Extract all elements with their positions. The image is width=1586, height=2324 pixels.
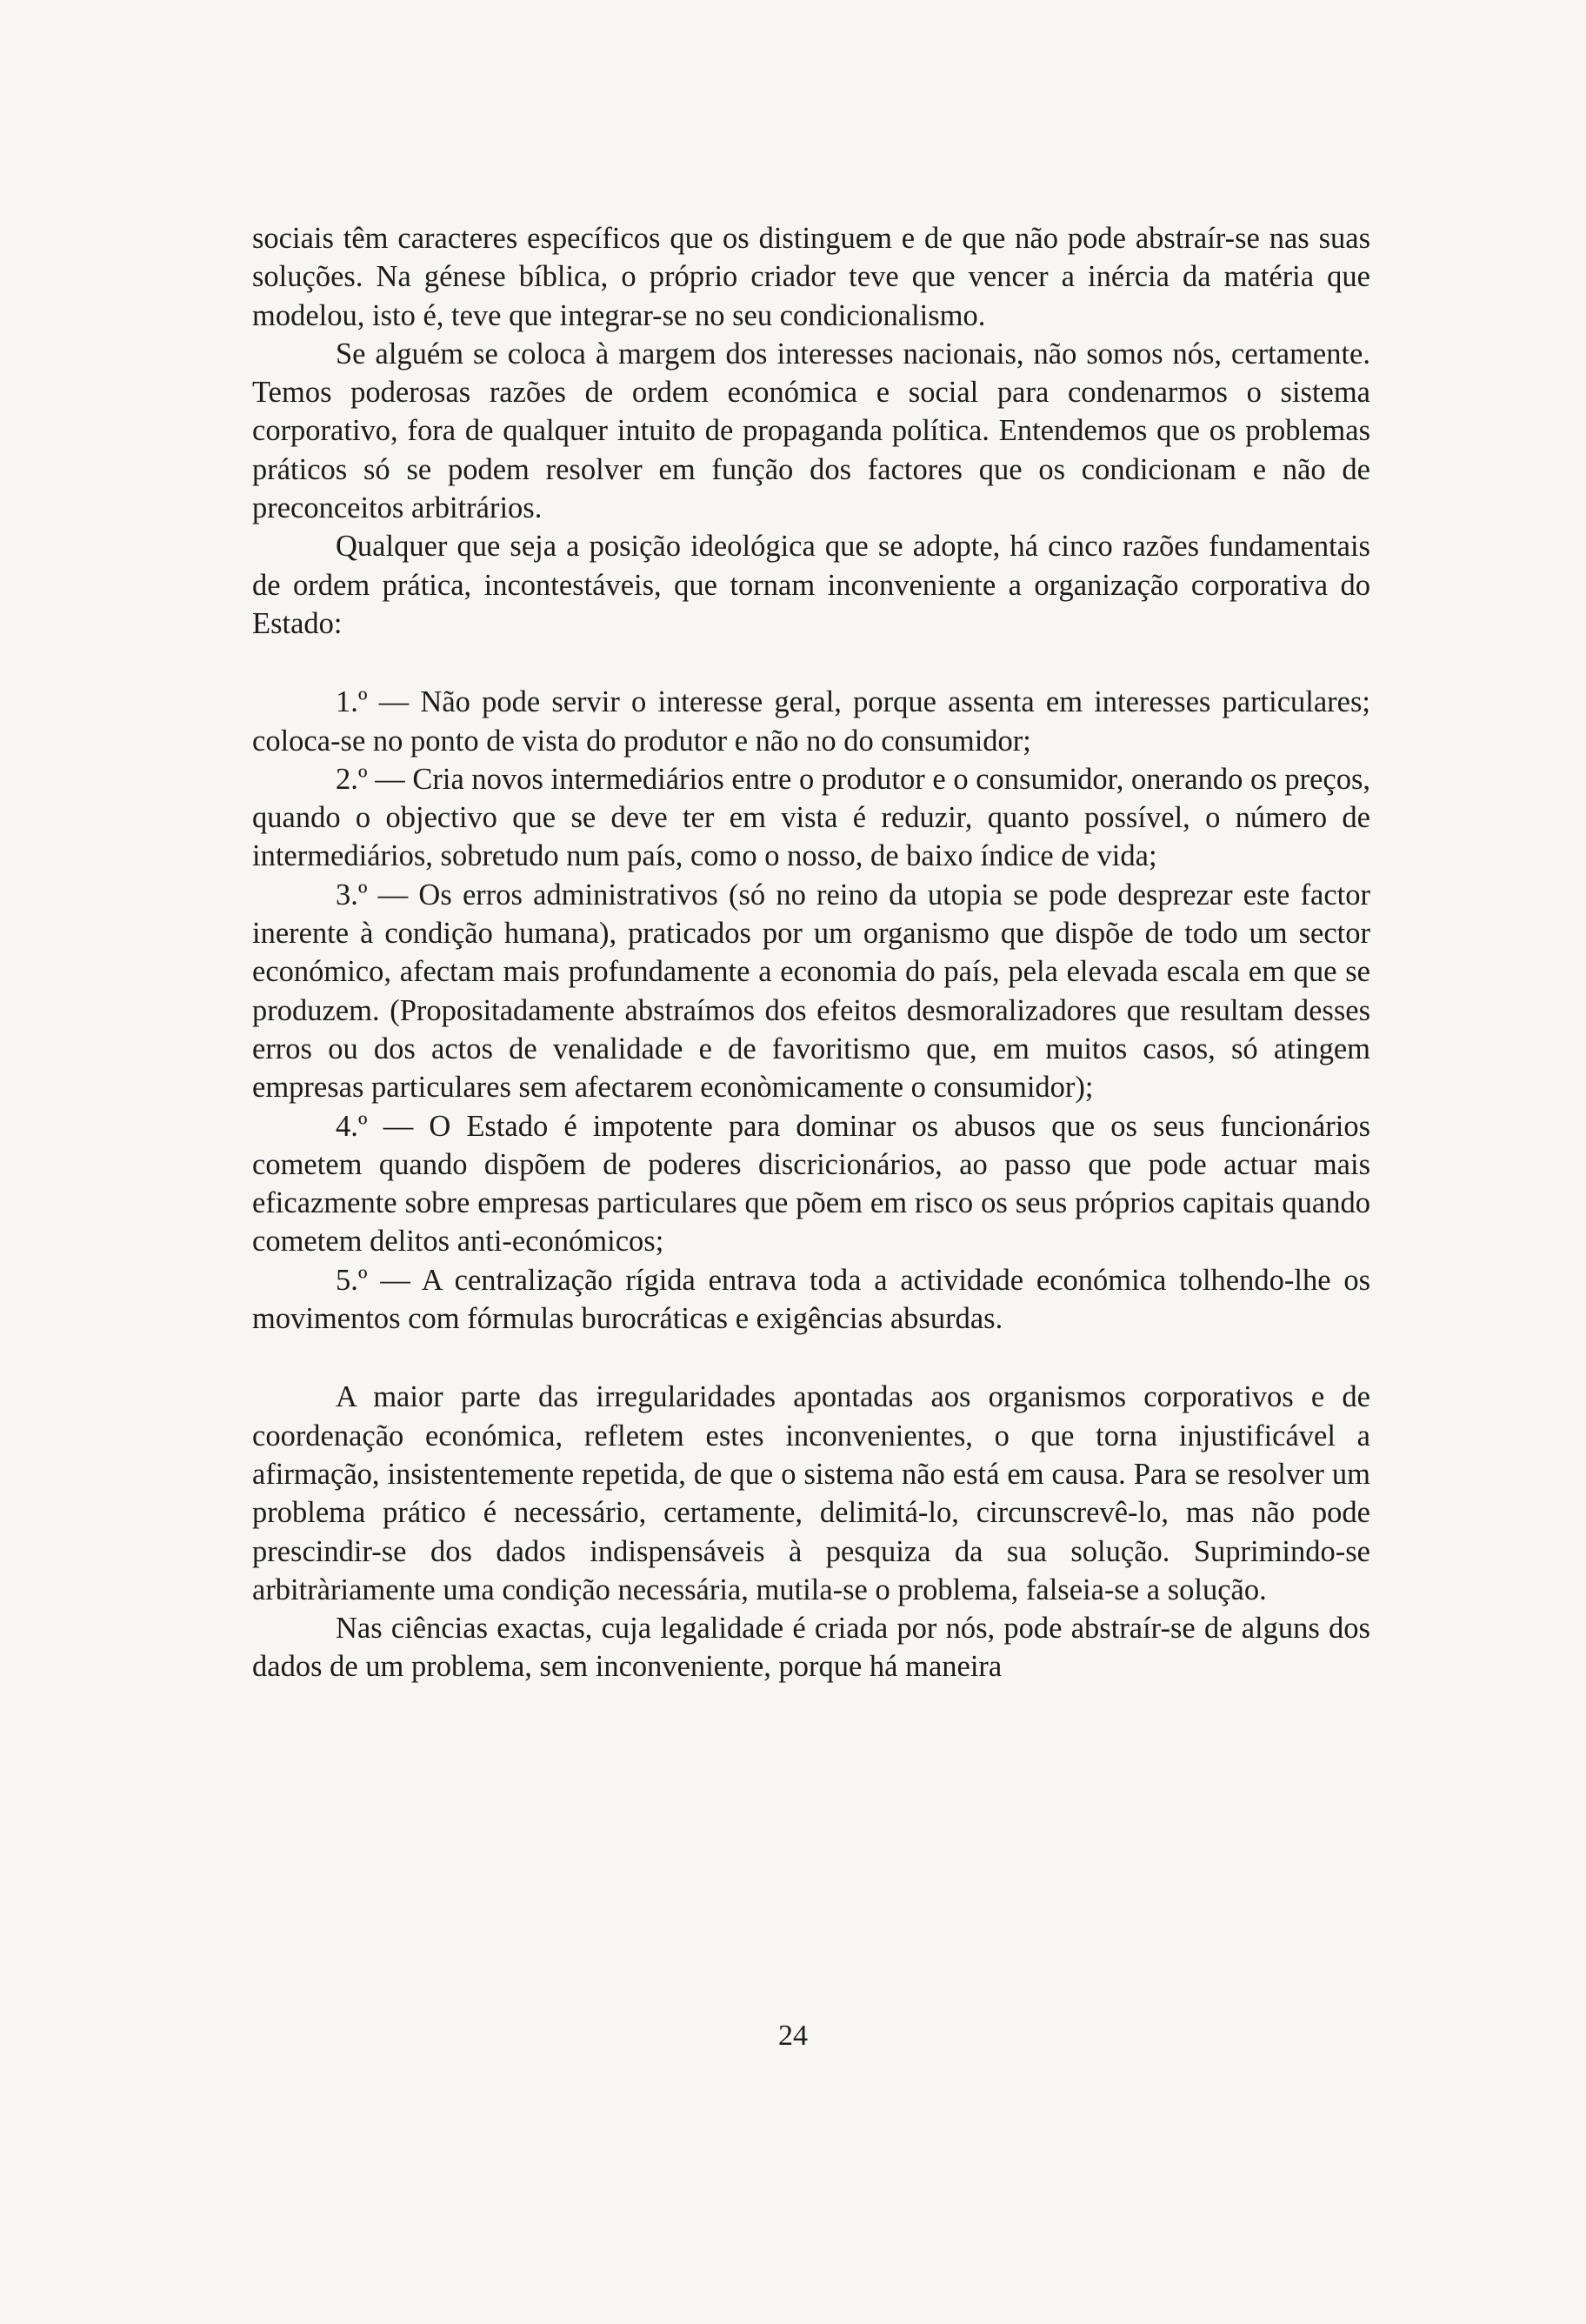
reason-number: 3.º — [336, 878, 368, 912]
closing-section — [252, 1378, 1370, 1686]
paragraph-five-reasons-intro: Qualquer que seja a posição ideológica que se adopte, há cinco razões fundamentais de ordem prática, incontestáveis, que tornam inconveniente a organização corporativa do Estado: — [252, 530, 1370, 640]
document-body — [252, 219, 1370, 1686]
reason-item-3 — [252, 876, 1370, 1107]
paragraph-national-interests: Se alguém se coloca à margem dos interesses nacionais, não somos nós, certamente. Temos poderosas razões de ordem económica e social para condenarmos o sistema corporativo, fora de qualquer intuito de propaganda política. Entendemos que os problemas práticos só se podem resolver em função dos factores que os condicionam e não de preconceitos arbitrários. — [252, 337, 1370, 525]
reason-text: — Os erros administrativos (só no reino da utopia se pode desprezar este factor inerente à condição humana), praticados por um organismo que dispõe de todo um sector económico, afectam mais profundamente a economia do país, pela elevada escala em que se produzem. (Propositadamente abstraímos dos efeitos desmoralizadores que resultam desses erros ou dos actos de venalidade e de favoritismo que, em muitos casos, só atingem empresas particulares sem afectarem econòmicamente o consumidor); — [252, 878, 1370, 1105]
paragraph-continuation: sociais têm caracteres específicos que os distinguem e de que não pode abstraír-se nas suas soluções. Na génese bíblica, o próprio criador teve que vencer a inércia da matéria que modelou, isto é, teve que integrar-se no seu condicionalismo. — [252, 222, 1370, 332]
reason-text: — A centralização rígida entrava toda a actividade económica tolhendo-lhe os movimentos com fórmulas burocráticas e exigências absurdas. — [252, 1263, 1370, 1336]
reason-text: — Cria novos intermediários entre o produtor e o consumidor, onerando os preços, quando o objectivo que se deve ter em vista é reduzir, quanto possível, o número de intermediários, sobretudo num país, como o nosso, de baixo índice de vida; — [252, 762, 1370, 873]
paragraph-irregularities: A maior parte das irregularidades apontadas aos organismos corporativos e de coordenação económica, refletem estes inconvenientes, o que torna injustificável a afirmação, insistentemente repetida, de que o sistema não está em causa. Para se resolver um problema prático é necessário, certamente, delimitá-lo, circunscrevê-lo, mas não pode prescindir-se dos dados indispensáveis à pesquiza da sua solução. Suprimindo-se arbitràriamente uma condição necessária, mutila-se o problema, falseia-se a solução. — [252, 1380, 1370, 1606]
reason-number: 2.º — [336, 762, 368, 796]
reason-text: — O Estado é impotente para dominar os abusos que os seus funcionários cometem quando dispõem de poderes discricionários, ao passo que pode actuar mais eficazmente sobre empresas particulares que põem em risco os seus próprios capitais quando cometem delitos anti-económicos; — [252, 1109, 1370, 1259]
reason-number: 4.º — [336, 1109, 368, 1143]
reason-number: 5.º — [336, 1263, 368, 1297]
reason-item-1 — [252, 683, 1370, 760]
page-number: 24 — [778, 2020, 808, 2052]
reason-number: 1.º — [336, 685, 368, 719]
paragraph-exact-sciences: Nas ciências exactas, cuja legalidade é criada por nós, pode abstraír-se de alguns dos dados de um problema, sem inconveniente, porque há maneira — [252, 1612, 1370, 1684]
reasons-list — [252, 683, 1370, 1338]
reason-item-5 — [252, 1261, 1370, 1339]
reason-item-2 — [252, 760, 1370, 876]
reason-item-4 — [252, 1107, 1370, 1261]
reason-text: — Não pode servir o interesse geral, porque assenta em interesses particulares; coloca-se no ponto de vista do produtor e não no do consumidor; — [252, 685, 1370, 758]
